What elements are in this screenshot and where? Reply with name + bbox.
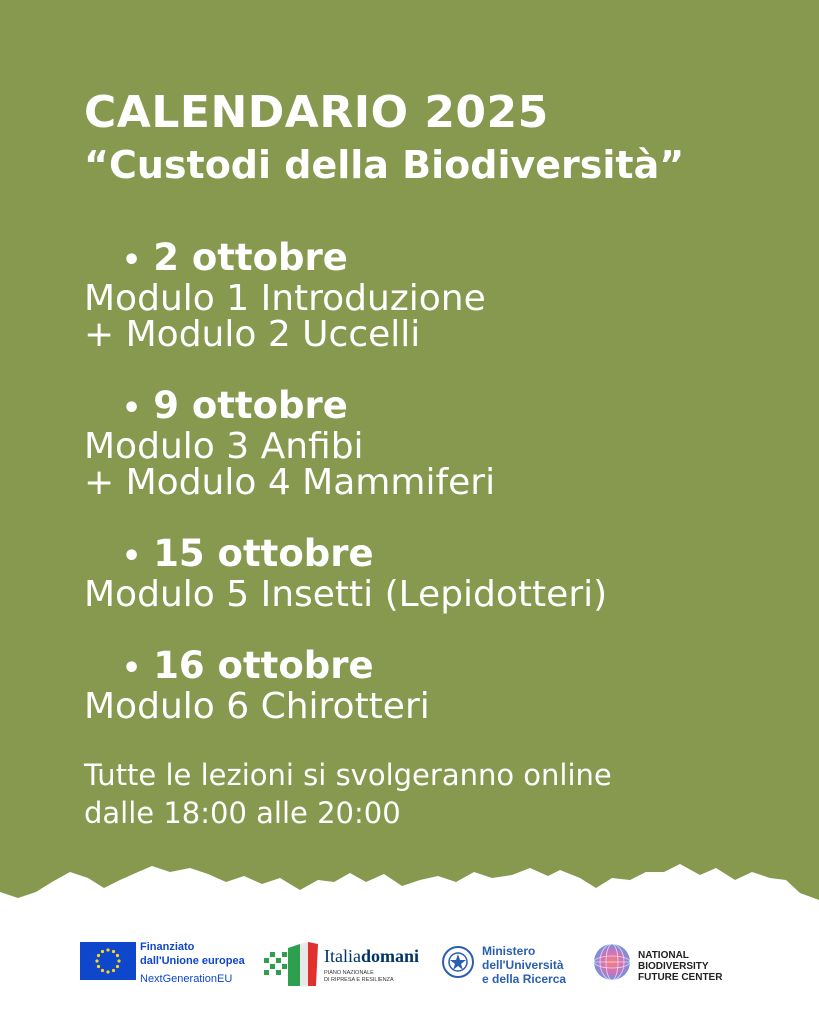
eu-logo (80, 942, 260, 992)
note-line: Tutte le lezioni si svolgeranno online (84, 758, 612, 792)
session-line: + Modulo 2 Uccelli (84, 314, 421, 355)
session-line: Modulo 5 Insetti (Lepidotteri) (84, 574, 608, 615)
session-1 (84, 238, 486, 353)
session-4 (84, 646, 430, 725)
nbfc-logo (592, 942, 742, 992)
mur-logo (440, 942, 580, 992)
mur-caption: Ministero dell'Università e della Ricerca (482, 944, 567, 986)
session-2 (84, 386, 495, 501)
session-line: Modulo 3 Anfibi (84, 426, 364, 467)
italiadomani-logo (262, 942, 432, 992)
session-date: • 16 ottobre (122, 644, 374, 687)
sponsor-logos (0, 930, 819, 1010)
page-title: CALENDARIO 2025 (84, 87, 549, 138)
bullet-icon: • (122, 651, 142, 686)
session-line: + Modulo 4 Mammiferi (84, 462, 496, 503)
note-line: dalle 18:00 alle 20:00 (84, 796, 401, 830)
bullet-icon: • (122, 243, 142, 278)
italiadomani-name: Italiadomani (324, 946, 420, 966)
eu-caption: Finanziato dall'Unione europea NextGenerationEU (140, 941, 245, 985)
republic-emblem-icon (440, 942, 476, 982)
eu-flag-icon (80, 942, 136, 980)
schedule-note (84, 756, 612, 832)
session-line: Modulo 1 Introduzione (84, 278, 486, 319)
session-3 (84, 534, 607, 613)
session-date: • 9 ottobre (122, 384, 348, 427)
nbfc-caption: NATIONAL BIODIVERSITY FUTURE CENTER (638, 950, 723, 983)
italia-domani-icon (262, 942, 320, 988)
session-date: • 2 ottobre (122, 236, 348, 279)
italiadomani-caption: PIANO NAZIONALE DI RIPRESA E RESILIENZA (324, 970, 394, 983)
page-subtitle: “Custodi della Biodiversità” (84, 143, 685, 187)
session-date: • 15 ottobre (122, 532, 374, 575)
session-line: Modulo 6 Chirotteri (84, 686, 430, 727)
bullet-icon: • (122, 391, 142, 426)
nbfc-sphere-icon (592, 942, 632, 982)
bullet-icon: • (122, 539, 142, 574)
